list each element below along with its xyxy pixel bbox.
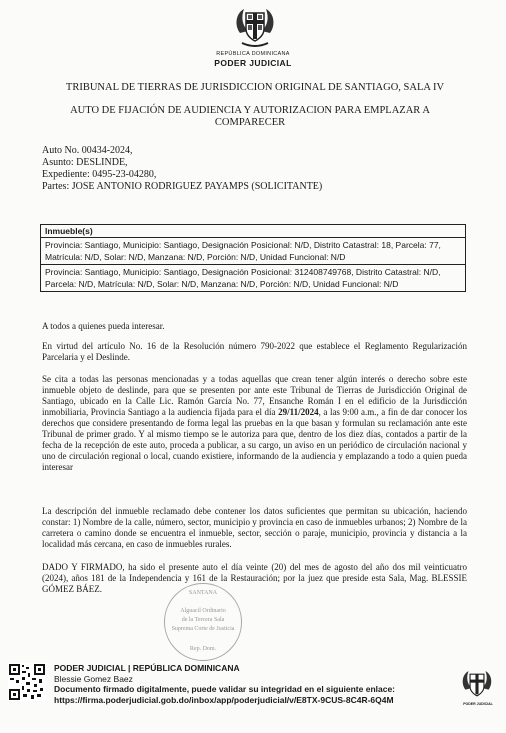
- partes: Partes: JOSE ANTONIO RODRIGUEZ PAYAMPS (SOLICITANTE): [42, 181, 323, 192]
- inmueble-row: Provincia: Santiago, Municipio: Santiago, Designación Posicional: 312408749768, Distrito Catastral: N/D, Parcela: N/D, Matrícula: N/D, Solar: N/D, Manzana: N/D, Porción: N/D, Unidad Funcional: N/D: [41, 264, 465, 291]
- bailiff-stamp: [164, 583, 242, 661]
- citation-text-b: , a las 9:00 a.m., a fin de dar conocer los derechos que considere presentando de forma legal las pruebas en la que basan y formulan su reclamación ante este Tribunal de primer grado. Y al mismo tiempo se le autoriza para que, dentro de los diez días, contados a partir de la fecha de la recepción de este auto, proceda a publicar, a su cargo, un aviso en un periódico de circulación nacional y uno de circulación regional o local, cuando existiere, informando de la audiencia y emplazando a todo a quien pueda interesar: [42, 407, 467, 472]
- coat-of-arms-icon: [458, 668, 496, 702]
- stamp-line: Suprema Corte de Justicia: [171, 626, 235, 632]
- signer-name: Blessie Gomez Baez: [54, 673, 133, 684]
- paragraph-signed: DADO Y FIRMADO, ha sido el presente auto el día veinte (20) del mes de agosto del año dos mil veinticuatro (2024), años 181 de la Independencia y 161 de la Restauración; por la juez que preside esta Sala, Mag. BLESSIE GÓMEZ BÁEZ.: [42, 562, 467, 594]
- digital-signature-block: [54, 663, 395, 705]
- coat-of-arms-icon: [232, 5, 278, 49]
- hearing-date: 29/11/2024: [278, 407, 319, 417]
- greeting: A todos a quienes pueda interesar.: [42, 321, 165, 331]
- republic-label: REPÚBLICA DOMINICANA: [216, 51, 290, 57]
- paragraph-description: La descripción del inmueble reclamado debe contener los datos suficientes que permitan su ubicación, haciendo constar: 1) Nombre de la calle, número, sector, municipio y provincia en caso de inmuebles urbanos; 2) Nombre de la carretera o camino donde se encuentra el inmueble, sector, sección o paraje, municipio, provincia y distancia a la localidad más cercana, en caso de inmuebles rurales.: [42, 506, 467, 549]
- document-title: AUTO DE FIJACIÓN DE AUDIENCIA Y AUTORIZACION PARA EMPLAZAR A COMPARECER: [70, 105, 430, 128]
- paragraph-citation: [42, 374, 467, 473]
- paragraph-resolution: En virtud del artículo No. 16 de la Resolución número 790-2022 que establece el Reglamento Regularización Parcelaria y el Deslinde.: [42, 341, 467, 362]
- citation-text-a: Se cita a todas las personas mencionadas y a todas aquellas que crean tener algún interés o derecho sobre este inmueble objeto de deslinde, para que se presenten por ante este Tribunal de Tierras de Jurisdicción Original de Santiago, ubicado en la Calle Lic. Ramón García No. 77, Ensanche Román I en el edificio de la Jurisdicción inmobiliaria, Provincia Santiago a la audiencia fijada para el día: [42, 374, 467, 417]
- footer-seal-label: PODER JUDICIAL: [463, 702, 493, 706]
- inmueble-row: Provincia: Santiago, Municipio: Santiago, Designación Posicional: N/D, Distrito Catastral: 18, Parcela: 77, Matrícula: N/D, Solar: N/D, Manzana: N/D, Porción: N/D, Unidad Funcional: N/D: [45, 240, 441, 262]
- asunto: Asunto: DESLINDE,: [42, 157, 128, 168]
- stamp-line: Rep. Dom.: [189, 646, 217, 652]
- court-name: TRIBUNAL DE TIERRAS DE JURISDICCION ORIGINAL DE SANTIAGO, SALA IV: [65, 82, 445, 93]
- stamp-line: SANTANA: [188, 590, 218, 596]
- inmuebles-table: [40, 224, 466, 292]
- qr-code-icon[interactable]: [8, 663, 46, 701]
- stamp-line: de la Tercera Sala: [181, 617, 225, 623]
- auto-number: Auto No. 00434-2024,: [42, 145, 133, 156]
- inmuebles-heading: Inmueble(s): [41, 225, 465, 238]
- signature-note: Documento firmado digitalmente, puede validar su integridad en el siguiente enlace:: [54, 684, 396, 694]
- judicial-power-label: PODER JUDICIAL: [214, 58, 292, 68]
- signature-org: PODER JUDICIAL | REPÚBLICA DOMINICANA: [54, 663, 240, 673]
- case-details: [42, 145, 322, 193]
- expediente: Expediente: 0495-23-04280,: [42, 169, 157, 180]
- verification-link[interactable]: https://firma.poderjudicial.gob.do/inbox/app/poderjudicial/v/E8TX-9CUS-8C4R-6Q4M: [54, 694, 394, 705]
- stamp-line: Alguacil Ordinario: [180, 608, 226, 614]
